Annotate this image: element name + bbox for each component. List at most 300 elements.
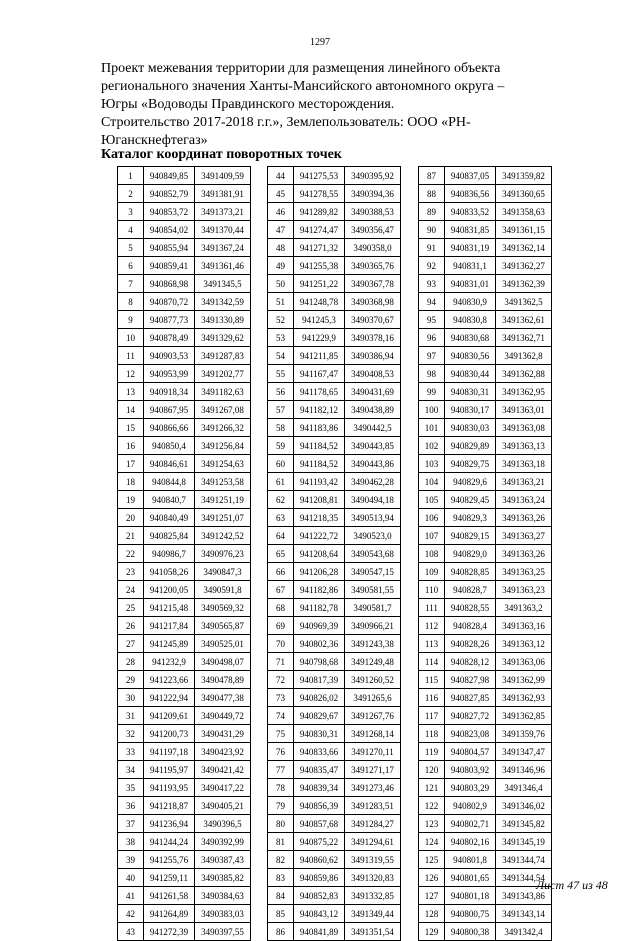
x-coordinate-cell: 941197,18 (144, 743, 195, 761)
coordinates-table-3 (418, 166, 552, 941)
point-number-cell: 123 (419, 815, 445, 833)
x-coordinate-cell: 940903,53 (144, 347, 195, 365)
x-coordinate-cell: 941255,38 (294, 257, 345, 275)
point-number-cell: 83 (268, 869, 294, 887)
point-number-cell: 5 (118, 239, 144, 257)
table-row (419, 509, 552, 527)
point-number-cell: 104 (419, 473, 445, 491)
point-number-cell: 82 (268, 851, 294, 869)
y-coordinate-cell: 3491347,47 (496, 743, 552, 761)
y-coordinate-cell: 3491360,65 (496, 185, 552, 203)
point-number-cell: 106 (419, 509, 445, 527)
x-coordinate-cell: 941215,48 (144, 599, 195, 617)
y-coordinate-cell: 3490449,72 (195, 707, 251, 725)
table-row (268, 707, 401, 725)
table-row (419, 491, 552, 509)
x-coordinate-cell: 941245,3 (294, 311, 345, 329)
x-coordinate-cell: 940826,02 (294, 689, 345, 707)
y-coordinate-cell: 3491287,83 (195, 347, 251, 365)
table-row (268, 725, 401, 743)
x-coordinate-cell: 941289,82 (294, 203, 345, 221)
point-number-cell: 96 (419, 329, 445, 347)
point-number-cell: 12 (118, 365, 144, 383)
y-coordinate-cell: 3490368,98 (345, 293, 401, 311)
table-row (118, 203, 251, 221)
y-coordinate-cell: 3491362,8 (496, 347, 552, 365)
y-coordinate-cell: 3491342,4 (496, 923, 552, 941)
table-row (268, 563, 401, 581)
x-coordinate-cell: 941245,89 (144, 635, 195, 653)
y-coordinate-cell: 3491343,14 (496, 905, 552, 923)
table-row (268, 329, 401, 347)
table-row (419, 707, 552, 725)
y-coordinate-cell: 3491362,27 (496, 257, 552, 275)
x-coordinate-cell: 940918,34 (144, 383, 195, 401)
y-coordinate-cell: 3491362,5 (496, 293, 552, 311)
point-number-cell: 62 (268, 491, 294, 509)
x-coordinate-cell: 940846,61 (144, 455, 195, 473)
point-number-cell: 52 (268, 311, 294, 329)
y-coordinate-cell: 3491294,61 (345, 833, 401, 851)
table-row (118, 707, 251, 725)
point-number-cell: 60 (268, 455, 294, 473)
y-coordinate-cell: 3491363,24 (496, 491, 552, 509)
y-coordinate-cell: 3491265,6 (345, 689, 401, 707)
point-number-cell: 25 (118, 599, 144, 617)
x-coordinate-cell: 941259,11 (144, 869, 195, 887)
point-number-cell: 34 (118, 761, 144, 779)
y-coordinate-cell: 3490443,86 (345, 455, 401, 473)
x-coordinate-cell: 941184,52 (294, 455, 345, 473)
point-number-cell: 44 (268, 167, 294, 185)
x-coordinate-cell: 941261,58 (144, 887, 195, 905)
table-row (118, 401, 251, 419)
point-number-cell: 21 (118, 527, 144, 545)
table-row (268, 167, 401, 185)
x-coordinate-cell: 941217,84 (144, 617, 195, 635)
x-coordinate-cell: 940831,1 (445, 257, 496, 275)
table-row (268, 311, 401, 329)
x-coordinate-cell: 941275,53 (294, 167, 345, 185)
table-row (268, 869, 401, 887)
y-coordinate-cell: 3491242,52 (195, 527, 251, 545)
table-row (118, 779, 251, 797)
y-coordinate-cell: 3490392,99 (195, 833, 251, 851)
x-coordinate-cell: 941058,26 (144, 563, 195, 581)
x-coordinate-cell: 940969,39 (294, 617, 345, 635)
point-number-cell: 76 (268, 743, 294, 761)
y-coordinate-cell: 3490408,53 (345, 365, 401, 383)
point-number-cell: 95 (419, 311, 445, 329)
table-row (419, 761, 552, 779)
table-row (268, 851, 401, 869)
y-coordinate-cell: 3490523,0 (345, 527, 401, 545)
table-row (419, 869, 552, 887)
x-coordinate-cell: 940798,68 (294, 653, 345, 671)
table-row (419, 257, 552, 275)
point-number-cell: 11 (118, 347, 144, 365)
y-coordinate-cell: 3491361,46 (195, 257, 251, 275)
point-number-cell: 48 (268, 239, 294, 257)
point-number-cell: 86 (268, 923, 294, 941)
table-row (419, 365, 552, 383)
table-row (268, 185, 401, 203)
x-coordinate-cell: 941222,94 (144, 689, 195, 707)
y-coordinate-cell: 3490462,28 (345, 473, 401, 491)
table-row (268, 365, 401, 383)
table-row (118, 437, 251, 455)
table-row (268, 689, 401, 707)
x-coordinate-cell: 940867,95 (144, 401, 195, 419)
x-coordinate-cell: 940840,7 (144, 491, 195, 509)
point-number-cell: 58 (268, 419, 294, 437)
title-line: Проект межевания территории для размещения линейного объекта (101, 61, 501, 76)
x-coordinate-cell: 940801,8 (445, 851, 496, 869)
table-row (268, 581, 401, 599)
y-coordinate-cell: 3491345,19 (496, 833, 552, 851)
table-row (419, 581, 552, 599)
table-row (268, 455, 401, 473)
y-coordinate-cell: 3491345,5 (195, 275, 251, 293)
point-number-cell: 73 (268, 689, 294, 707)
table-row (118, 869, 251, 887)
point-number-cell: 103 (419, 455, 445, 473)
y-coordinate-cell: 3491283,51 (345, 797, 401, 815)
table-row (118, 797, 251, 815)
x-coordinate-cell: 940828,4 (445, 617, 496, 635)
x-coordinate-cell: 941178,65 (294, 383, 345, 401)
x-coordinate-cell: 940839,34 (294, 779, 345, 797)
table-row (419, 563, 552, 581)
table-row (118, 383, 251, 401)
point-number-cell: 51 (268, 293, 294, 311)
x-coordinate-cell: 940855,94 (144, 239, 195, 257)
x-coordinate-cell: 940827,85 (445, 689, 496, 707)
table-row (268, 293, 401, 311)
point-number-cell: 111 (419, 599, 445, 617)
y-coordinate-cell: 3490387,43 (195, 851, 251, 869)
table-row (419, 185, 552, 203)
y-coordinate-cell: 3490565,87 (195, 617, 251, 635)
table-row (268, 527, 401, 545)
x-coordinate-cell: 941200,05 (144, 581, 195, 599)
x-coordinate-cell: 941229,9 (294, 329, 345, 347)
x-coordinate-cell: 940856,39 (294, 797, 345, 815)
table-row (268, 743, 401, 761)
x-coordinate-cell: 940857,68 (294, 815, 345, 833)
y-coordinate-cell: 3491367,24 (195, 239, 251, 257)
y-coordinate-cell: 3491270,11 (345, 743, 401, 761)
point-number-cell: 39 (118, 851, 144, 869)
table-row (419, 239, 552, 257)
point-number-cell: 40 (118, 869, 144, 887)
table-row (268, 203, 401, 221)
x-coordinate-cell: 940828,7 (445, 581, 496, 599)
y-coordinate-cell: 3490417,22 (195, 779, 251, 797)
y-coordinate-cell: 3491358,63 (496, 203, 552, 221)
y-coordinate-cell: 3491284,27 (345, 815, 401, 833)
point-number-cell: 46 (268, 203, 294, 221)
table-row (268, 797, 401, 815)
x-coordinate-cell: 940860,62 (294, 851, 345, 869)
table-row (118, 221, 251, 239)
x-coordinate-cell: 940800,38 (445, 923, 496, 941)
point-number-cell: 6 (118, 257, 144, 275)
y-coordinate-cell: 3490442,5 (345, 419, 401, 437)
x-coordinate-cell: 940841,89 (294, 923, 345, 941)
table-row (268, 383, 401, 401)
x-coordinate-cell: 940802,36 (294, 635, 345, 653)
x-coordinate-cell: 940854,02 (144, 221, 195, 239)
x-coordinate-cell: 940843,12 (294, 905, 345, 923)
table-row (268, 905, 401, 923)
y-coordinate-cell: 3491342,59 (195, 293, 251, 311)
table-row (118, 923, 251, 941)
point-number-cell: 124 (419, 833, 445, 851)
y-coordinate-cell: 3490847,3 (195, 563, 251, 581)
table-row (419, 617, 552, 635)
y-coordinate-cell: 3491363,13 (496, 437, 552, 455)
table-row (268, 887, 401, 905)
point-number-cell: 81 (268, 833, 294, 851)
x-coordinate-cell: 940831,19 (445, 239, 496, 257)
y-coordinate-cell: 3491273,46 (345, 779, 401, 797)
y-coordinate-cell: 3491345,82 (496, 815, 552, 833)
x-coordinate-cell: 941264,89 (144, 905, 195, 923)
table-row (419, 383, 552, 401)
point-number-cell: 3 (118, 203, 144, 221)
point-number-cell: 88 (419, 185, 445, 203)
table-row (419, 851, 552, 869)
table-row (118, 725, 251, 743)
point-number-cell: 93 (419, 275, 445, 293)
y-coordinate-cell: 3491251,07 (195, 509, 251, 527)
x-coordinate-cell: 940828,12 (445, 653, 496, 671)
table-row (419, 599, 552, 617)
y-coordinate-cell: 3490383,03 (195, 905, 251, 923)
y-coordinate-cell: 3490543,68 (345, 545, 401, 563)
y-coordinate-cell: 3491268,14 (345, 725, 401, 743)
table-row (419, 167, 552, 185)
table-row (268, 347, 401, 365)
x-coordinate-cell: 941208,81 (294, 491, 345, 509)
y-coordinate-cell: 3491370,44 (195, 221, 251, 239)
y-coordinate-cell: 3491409,59 (195, 167, 251, 185)
x-coordinate-cell: 941271,32 (294, 239, 345, 257)
table-row (419, 743, 552, 761)
y-coordinate-cell: 3491266,32 (195, 419, 251, 437)
x-coordinate-cell: 940803,92 (445, 761, 496, 779)
point-number-cell: 66 (268, 563, 294, 581)
point-number-cell: 84 (268, 887, 294, 905)
y-coordinate-cell: 3490525,01 (195, 635, 251, 653)
table-row (118, 293, 251, 311)
y-coordinate-cell: 3490388,53 (345, 203, 401, 221)
table-row (419, 275, 552, 293)
x-coordinate-cell: 941272,39 (144, 923, 195, 941)
table-row (268, 509, 401, 527)
table-row (268, 617, 401, 635)
point-number-cell: 43 (118, 923, 144, 941)
x-coordinate-cell: 940875,22 (294, 833, 345, 851)
y-coordinate-cell: 3490581,55 (345, 581, 401, 599)
point-number-cell: 112 (419, 617, 445, 635)
point-number-cell: 90 (419, 221, 445, 239)
table-row (268, 473, 401, 491)
point-number-cell: 129 (419, 923, 445, 941)
page-number: 1297 (310, 37, 330, 48)
point-number-cell: 108 (419, 545, 445, 563)
x-coordinate-cell: 940803,29 (445, 779, 496, 797)
table-row (268, 437, 401, 455)
x-coordinate-cell: 940829,45 (445, 491, 496, 509)
x-coordinate-cell: 940817,39 (294, 671, 345, 689)
point-number-cell: 109 (419, 563, 445, 581)
table-row (419, 329, 552, 347)
y-coordinate-cell: 3491363,18 (496, 455, 552, 473)
table-row (419, 653, 552, 671)
table-row (118, 545, 251, 563)
table-row (118, 851, 251, 869)
y-coordinate-cell: 3490431,29 (195, 725, 251, 743)
point-number-cell: 85 (268, 905, 294, 923)
x-coordinate-cell: 941222,72 (294, 527, 345, 545)
x-coordinate-cell: 940801,18 (445, 887, 496, 905)
y-coordinate-cell: 3490367,78 (345, 275, 401, 293)
point-number-cell: 119 (419, 743, 445, 761)
table-row (268, 275, 401, 293)
x-coordinate-cell: 941193,42 (294, 473, 345, 491)
y-coordinate-cell: 3490498,07 (195, 653, 251, 671)
point-number-cell: 16 (118, 437, 144, 455)
x-coordinate-cell: 941182,78 (294, 599, 345, 617)
table-row (118, 419, 251, 437)
table-row (268, 239, 401, 257)
y-coordinate-cell: 3491351,54 (345, 923, 401, 941)
y-coordinate-cell: 3490976,23 (195, 545, 251, 563)
x-coordinate-cell: 940804,57 (445, 743, 496, 761)
point-number-cell: 91 (419, 239, 445, 257)
y-coordinate-cell: 3490405,21 (195, 797, 251, 815)
point-number-cell: 118 (419, 725, 445, 743)
point-number-cell: 59 (268, 437, 294, 455)
x-coordinate-cell: 941182,86 (294, 581, 345, 599)
point-number-cell: 68 (268, 599, 294, 617)
x-coordinate-cell: 941274,47 (294, 221, 345, 239)
table-row (118, 455, 251, 473)
point-number-cell: 65 (268, 545, 294, 563)
x-coordinate-cell: 941278,55 (294, 185, 345, 203)
table-row (419, 473, 552, 491)
table-row (118, 689, 251, 707)
y-coordinate-cell: 3490431,69 (345, 383, 401, 401)
table-row (268, 779, 401, 797)
point-number-cell: 116 (419, 689, 445, 707)
y-coordinate-cell: 3490395,92 (345, 167, 401, 185)
y-coordinate-cell: 3491332,85 (345, 887, 401, 905)
point-number-cell: 127 (419, 887, 445, 905)
point-number-cell: 50 (268, 275, 294, 293)
y-coordinate-cell: 3491381,91 (195, 185, 251, 203)
table-row (419, 455, 552, 473)
x-coordinate-cell: 940953,99 (144, 365, 195, 383)
x-coordinate-cell: 940823,08 (445, 725, 496, 743)
table-row (118, 527, 251, 545)
point-number-cell: 126 (419, 869, 445, 887)
point-number-cell: 98 (419, 365, 445, 383)
y-coordinate-cell: 3490396,5 (195, 815, 251, 833)
point-number-cell: 113 (419, 635, 445, 653)
table-row (268, 833, 401, 851)
point-number-cell: 70 (268, 635, 294, 653)
x-coordinate-cell: 940850,4 (144, 437, 195, 455)
x-coordinate-cell: 940830,8 (445, 311, 496, 329)
point-number-cell: 79 (268, 797, 294, 815)
y-coordinate-cell: 3490569,32 (195, 599, 251, 617)
point-number-cell: 67 (268, 581, 294, 599)
x-coordinate-cell: 940829,15 (445, 527, 496, 545)
point-number-cell: 87 (419, 167, 445, 185)
table-row (268, 671, 401, 689)
y-coordinate-cell: 3490378,16 (345, 329, 401, 347)
y-coordinate-cell: 3490438,89 (345, 401, 401, 419)
x-coordinate-cell: 940870,72 (144, 293, 195, 311)
point-number-cell: 72 (268, 671, 294, 689)
x-coordinate-cell: 940866,66 (144, 419, 195, 437)
y-coordinate-cell: 3490547,15 (345, 563, 401, 581)
table-row (118, 347, 251, 365)
point-number-cell: 97 (419, 347, 445, 365)
table-row (419, 725, 552, 743)
y-coordinate-cell: 3491361,15 (496, 221, 552, 239)
point-number-cell: 57 (268, 401, 294, 419)
point-number-cell: 13 (118, 383, 144, 401)
point-number-cell: 24 (118, 581, 144, 599)
point-number-cell: 15 (118, 419, 144, 437)
table-row (118, 239, 251, 257)
y-coordinate-cell: 3490356,47 (345, 221, 401, 239)
y-coordinate-cell: 3490966,21 (345, 617, 401, 635)
point-number-cell: 36 (118, 797, 144, 815)
table-row (118, 167, 251, 185)
point-number-cell: 74 (268, 707, 294, 725)
x-coordinate-cell: 940828,55 (445, 599, 496, 617)
table-row (118, 635, 251, 653)
table-row (268, 815, 401, 833)
x-coordinate-cell: 941211,85 (294, 347, 345, 365)
sheet-label: Лист 47 из 48 (536, 878, 608, 892)
x-coordinate-cell: 941195,97 (144, 761, 195, 779)
y-coordinate-cell: 3490370,67 (345, 311, 401, 329)
y-coordinate-cell: 3491260,52 (345, 671, 401, 689)
point-number-cell: 63 (268, 509, 294, 527)
table-row (118, 887, 251, 905)
point-number-cell: 122 (419, 797, 445, 815)
x-coordinate-cell: 940868,98 (144, 275, 195, 293)
x-coordinate-cell: 940833,66 (294, 743, 345, 761)
table-row (268, 221, 401, 239)
table-row (118, 509, 251, 527)
point-number-cell: 33 (118, 743, 144, 761)
x-coordinate-cell: 940830,31 (445, 383, 496, 401)
point-number-cell: 101 (419, 419, 445, 437)
table-row (268, 923, 401, 941)
x-coordinate-cell: 940830,17 (445, 401, 496, 419)
y-coordinate-cell: 3491243,38 (345, 635, 401, 653)
table-row (419, 689, 552, 707)
y-coordinate-cell: 3490358,0 (345, 239, 401, 257)
point-number-cell: 32 (118, 725, 144, 743)
